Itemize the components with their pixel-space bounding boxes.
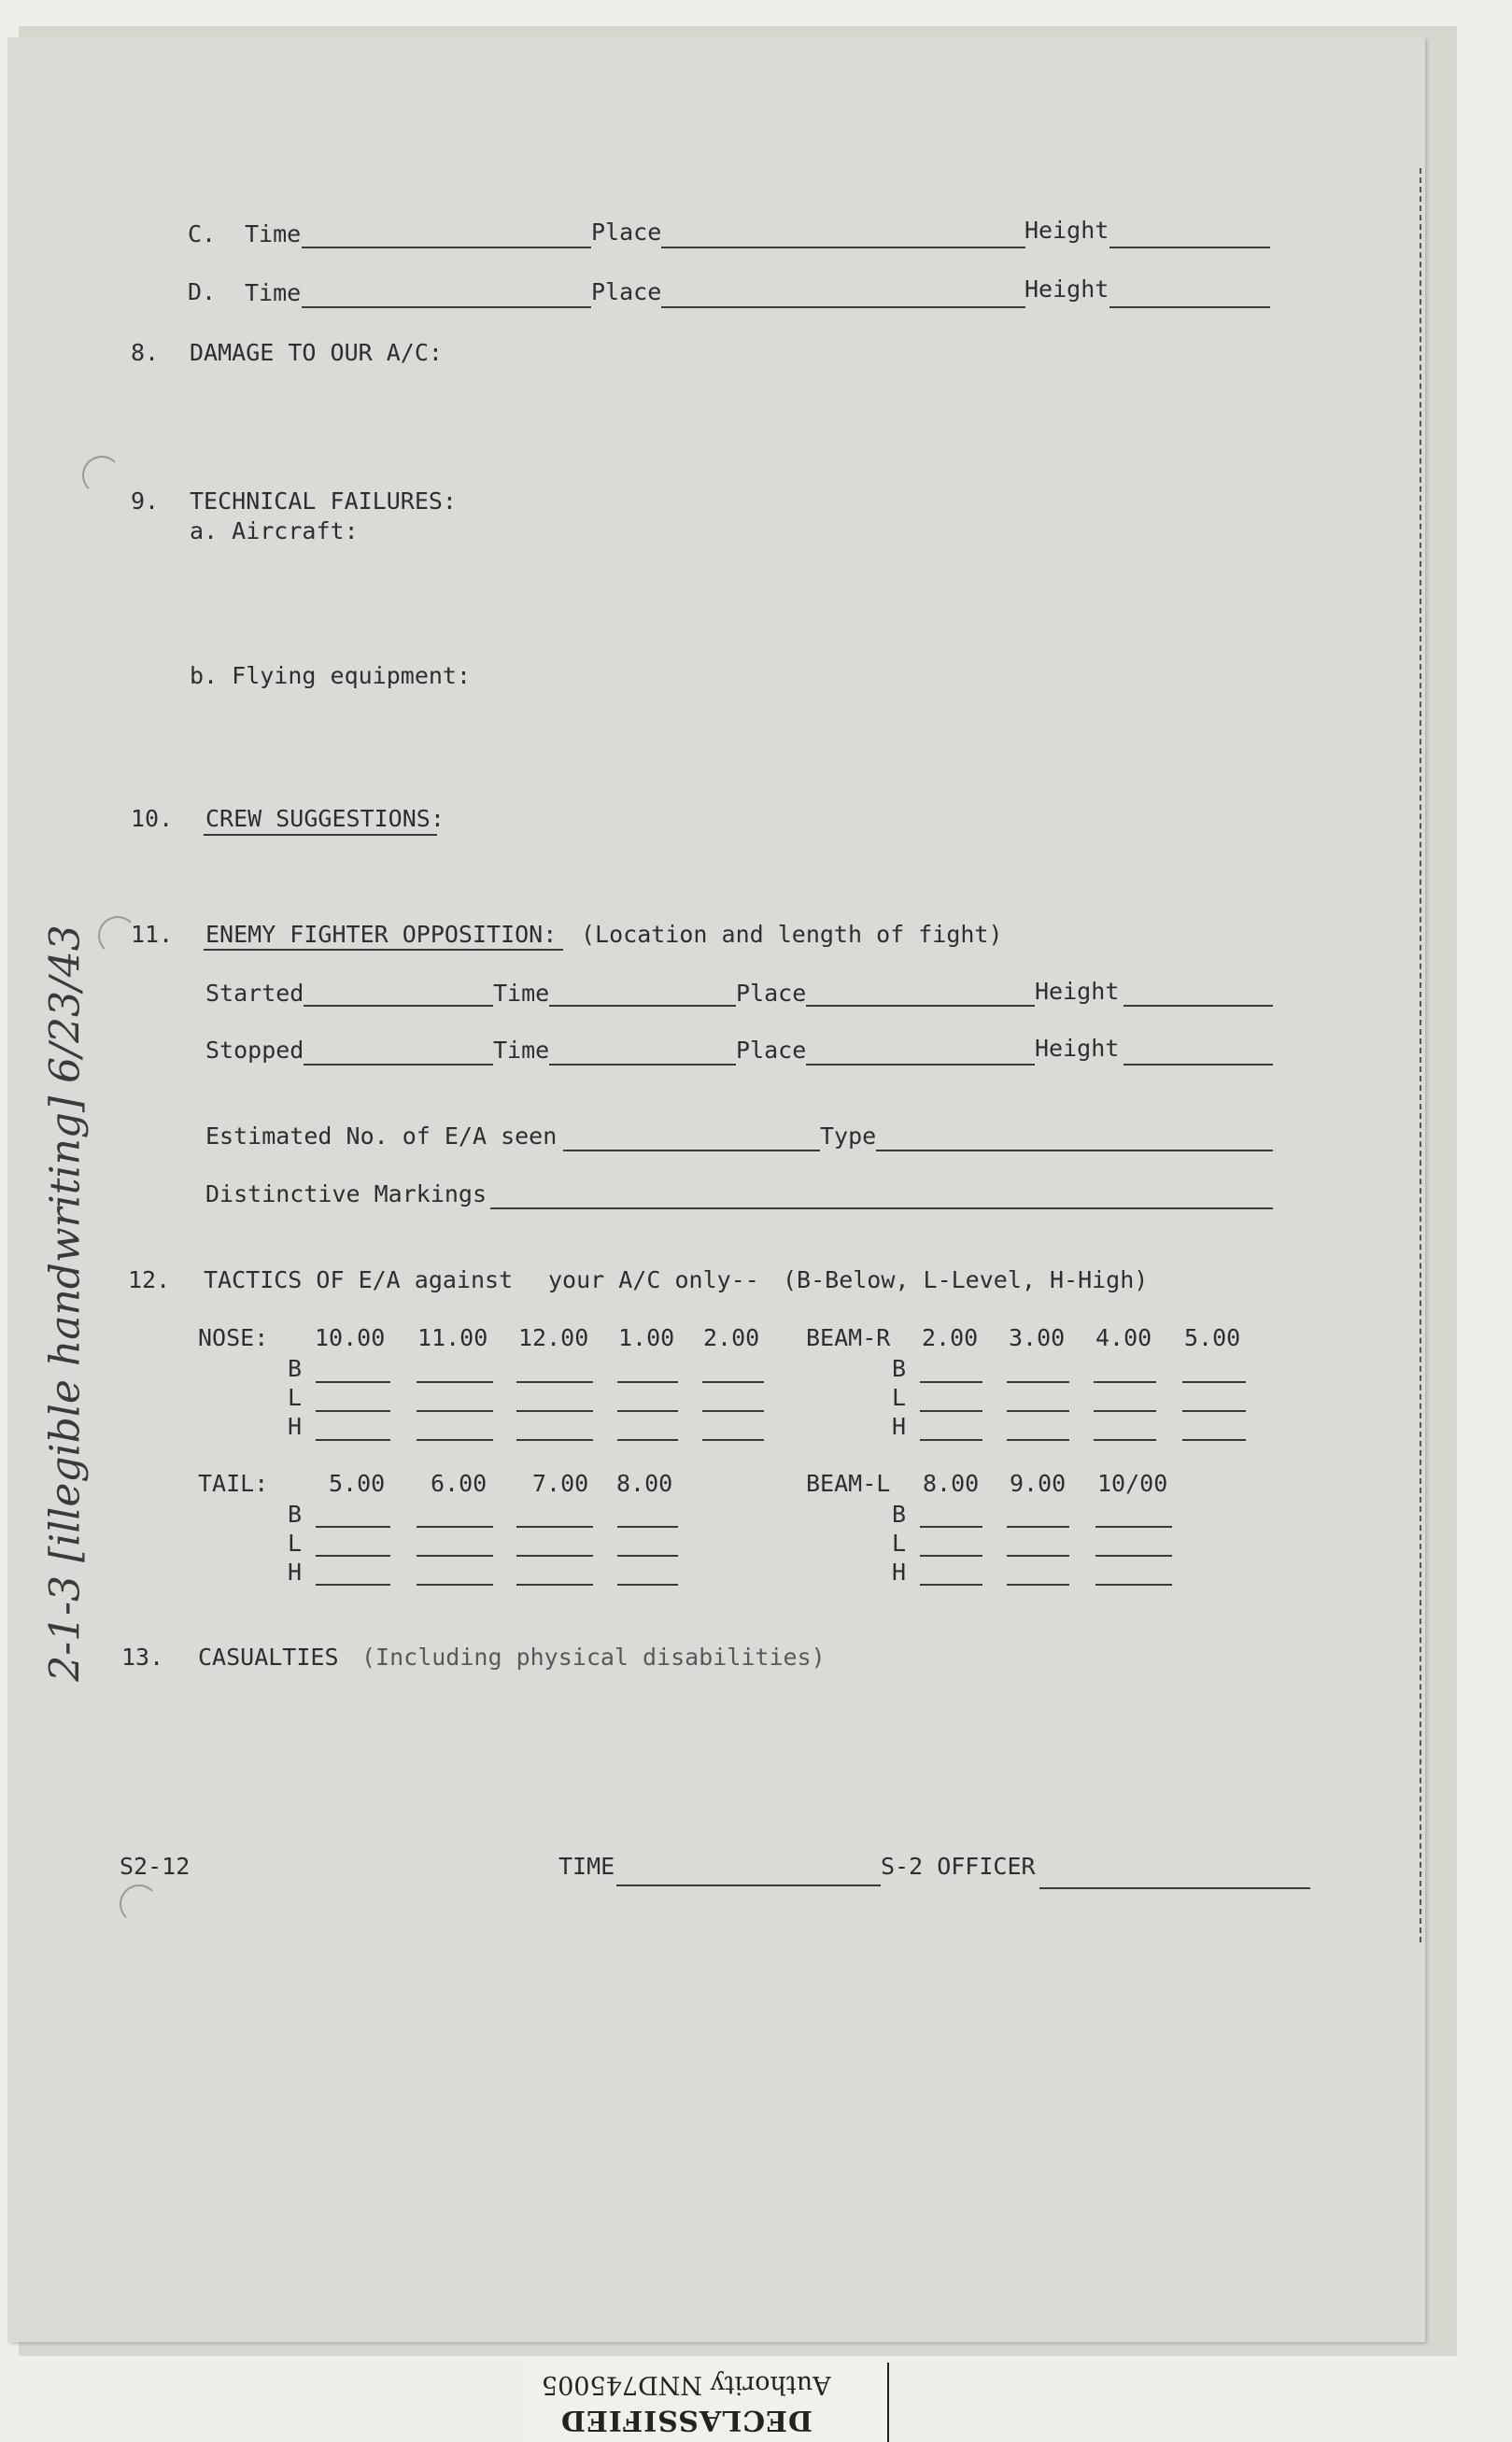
tail-b-5[interactable]	[316, 1526, 390, 1528]
beam-l-b-9[interactable]	[1007, 1526, 1069, 1528]
tail-l-8[interactable]	[617, 1555, 678, 1557]
tail-hour-7: 7.00	[532, 1470, 589, 1497]
row-d-time-label: Time	[245, 279, 302, 306]
stopped-height-field[interactable]	[1123, 1064, 1273, 1066]
row-c-place-label: Place	[591, 219, 662, 246]
beam-l-h-9[interactable]	[1007, 1584, 1069, 1586]
item-11-note: (Location and length of fight)	[581, 921, 1003, 948]
stopped-place-label: Place	[736, 1037, 807, 1064]
tail-b-6[interactable]	[417, 1526, 493, 1528]
nose-l-11[interactable]	[417, 1410, 493, 1412]
started-height-label: Height	[1035, 978, 1120, 1005]
tail-hour-8: 8.00	[616, 1470, 673, 1497]
nose-hour-2: 2.00	[703, 1324, 760, 1351]
stopped-height-label: Height	[1035, 1035, 1120, 1062]
beam-r-l-4[interactable]	[1094, 1410, 1156, 1412]
nose-b-2[interactable]	[702, 1381, 764, 1383]
row-c-height-label: Height	[1024, 217, 1109, 244]
nose-b-12[interactable]	[516, 1381, 593, 1383]
nose-row-h: H	[288, 1413, 303, 1440]
row-c-time-label: Time	[245, 220, 302, 247]
beam-r-b-5[interactable]	[1182, 1381, 1246, 1383]
tail-l-6[interactable]	[417, 1555, 493, 1557]
tail-b-7[interactable]	[516, 1526, 593, 1528]
item-12-number: 12.	[128, 1266, 171, 1293]
item-11-number: 11.	[131, 921, 174, 948]
nose-b-11[interactable]	[417, 1381, 493, 1383]
nose-l-1[interactable]	[617, 1410, 678, 1412]
started-place-field[interactable]	[806, 1005, 1035, 1007]
item-12-legend: (B-Below, L-Level, H-High)	[783, 1266, 1149, 1293]
beam-l-l-9[interactable]	[1007, 1555, 1069, 1557]
item-9-number: 9.	[131, 487, 160, 515]
row-d-height-label: Height	[1024, 275, 1109, 303]
beam-l-hour-10: 10/00	[1097, 1470, 1168, 1497]
markings-label: Distinctive Markings	[205, 1180, 488, 1207]
tail-h-7[interactable]	[516, 1584, 593, 1586]
stamp-authority: Authority NND745005	[542, 2370, 831, 2399]
nose-l-10[interactable]	[316, 1410, 390, 1412]
tail-row-b: B	[288, 1501, 303, 1528]
beam-l-row-b: B	[892, 1501, 907, 1528]
page-edge-line	[1420, 168, 1421, 1942]
beam-l-b-10[interactable]	[1095, 1526, 1172, 1528]
tail-l-5[interactable]	[316, 1555, 390, 1557]
row-d-place-field[interactable]	[661, 306, 1025, 308]
started-field[interactable]	[304, 1005, 493, 1007]
row-d-place-label: Place	[591, 278, 662, 305]
nose-h-2[interactable]	[702, 1439, 764, 1441]
item-13-label: CASUALTIES	[198, 1644, 339, 1671]
stopped-place-field[interactable]	[806, 1064, 1035, 1066]
handwritten-margin-note: 2-1-3 [illegible handwriting] 6/23/43	[41, 925, 90, 1682]
item-10-label: CREW SUGGESTIONS:	[205, 805, 445, 832]
beam-l-row-l: L	[892, 1530, 907, 1557]
started-place-label: Place	[736, 980, 807, 1007]
stopped-time-field[interactable]	[549, 1064, 736, 1066]
row-c-height-field[interactable]	[1109, 247, 1270, 248]
tail-row-l: L	[288, 1530, 303, 1557]
nose-l-12[interactable]	[516, 1410, 593, 1412]
nose-b-10[interactable]	[316, 1381, 390, 1383]
row-c-time-field[interactable]	[302, 247, 591, 248]
item-9-label: TECHNICAL FAILURES:	[190, 487, 457, 515]
started-label: Started	[205, 980, 304, 1007]
beam-l-b-8[interactable]	[920, 1526, 982, 1528]
started-time-field[interactable]	[549, 1005, 736, 1007]
tail-l-7[interactable]	[516, 1555, 593, 1557]
footer-time-label: TIME	[558, 1853, 615, 1880]
beam-l-l-8[interactable]	[920, 1555, 982, 1557]
item-10-number: 10.	[131, 805, 174, 832]
declassified-stamp	[523, 2363, 889, 2442]
beam-l-hour-8: 8.00	[923, 1470, 980, 1497]
beam-r-h-3[interactable]	[1007, 1439, 1069, 1441]
tail-hour-5: 5.00	[329, 1470, 386, 1497]
binder-hole-mark	[120, 1884, 159, 1924]
type-field[interactable]	[876, 1150, 1273, 1151]
tail-h-8[interactable]	[617, 1584, 678, 1586]
nose-h-1[interactable]	[617, 1439, 678, 1441]
estimated-field[interactable]	[563, 1150, 820, 1151]
item-8-label: DAMAGE TO OUR A/C:	[190, 339, 443, 366]
beam-r-row-b: B	[892, 1355, 907, 1382]
nose-h-12[interactable]	[516, 1439, 593, 1441]
tail-b-8[interactable]	[617, 1526, 678, 1528]
item-9b-label: b. Flying equipment:	[190, 662, 472, 689]
beam-l-label: BEAM-L	[806, 1470, 891, 1497]
beam-r-label: BEAM-R	[806, 1324, 891, 1351]
item-13-note: (Including physical disabilities)	[361, 1644, 826, 1671]
form-number: S2-12	[120, 1853, 191, 1880]
binder-hole-mark	[82, 456, 121, 495]
nose-row-l: L	[288, 1384, 303, 1411]
tail-label: TAIL:	[198, 1470, 269, 1497]
stopped-field[interactable]	[304, 1064, 493, 1066]
beam-l-h-10[interactable]	[1095, 1584, 1172, 1586]
nose-l-2[interactable]	[702, 1410, 764, 1412]
beam-r-b-2[interactable]	[920, 1381, 982, 1383]
estimated-label: Estimated No. of E/A seen	[205, 1122, 558, 1150]
tail-h-5[interactable]	[316, 1584, 390, 1586]
type-label: Type	[820, 1122, 877, 1150]
row-c-label: C.	[188, 220, 217, 247]
beam-r-row-h: H	[892, 1413, 907, 1440]
markings-field[interactable]	[490, 1207, 1273, 1209]
tail-row-h: H	[288, 1559, 303, 1586]
beam-r-hour-3: 3.00	[1009, 1324, 1066, 1351]
item-11-label: ENEMY FIGHTER OPPOSITION:	[205, 921, 558, 948]
item-9a-label: a. Aircraft:	[190, 517, 359, 544]
tail-h-6[interactable]	[417, 1584, 493, 1586]
nose-hour-1: 1.00	[618, 1324, 675, 1351]
footer-officer-field[interactable]	[1039, 1887, 1310, 1889]
beam-r-h-2[interactable]	[920, 1439, 982, 1441]
beam-r-h-4[interactable]	[1094, 1439, 1156, 1441]
beam-r-row-l: L	[892, 1384, 907, 1411]
nose-b-1[interactable]	[617, 1381, 678, 1383]
nose-h-10[interactable]	[316, 1439, 390, 1441]
beam-l-row-h: H	[892, 1559, 907, 1586]
beam-l-h-8[interactable]	[920, 1584, 982, 1586]
beam-r-l-5[interactable]	[1182, 1410, 1246, 1412]
beam-r-b-4[interactable]	[1094, 1381, 1156, 1383]
item-8-number: 8.	[131, 339, 160, 366]
beam-r-l-2[interactable]	[920, 1410, 982, 1412]
started-height-field[interactable]	[1123, 1005, 1273, 1007]
nose-label: NOSE:	[198, 1324, 269, 1351]
footer-time-field[interactable]	[616, 1884, 881, 1886]
nose-row-b: B	[288, 1355, 303, 1382]
item-12-your-ac: your A/C only--	[548, 1266, 759, 1293]
nose-h-11[interactable]	[417, 1439, 493, 1441]
beam-l-l-10[interactable]	[1095, 1555, 1172, 1557]
beam-r-hour-5: 5.00	[1184, 1324, 1241, 1351]
beam-r-h-5[interactable]	[1182, 1439, 1246, 1441]
binder-hole-mark	[98, 916, 137, 955]
started-time-label: Time	[493, 980, 550, 1007]
beam-r-hour-2: 2.00	[922, 1324, 979, 1351]
nose-hour-11: 11.00	[417, 1324, 488, 1351]
beam-r-l-3[interactable]	[1007, 1410, 1069, 1412]
stopped-time-label: Time	[493, 1037, 550, 1064]
item-13-number: 13.	[121, 1644, 164, 1671]
row-d-time-field[interactable]	[302, 306, 591, 308]
row-c-place-field[interactable]	[661, 247, 1025, 248]
beam-r-hour-4: 4.00	[1095, 1324, 1152, 1351]
footer-officer-label: S-2 OFFICER	[881, 1853, 1036, 1880]
beam-l-hour-9: 9.00	[1010, 1470, 1067, 1497]
row-d-height-field[interactable]	[1109, 306, 1270, 308]
tail-hour-6: 6.00	[431, 1470, 488, 1497]
item-10-underline	[204, 834, 437, 836]
row-d-label: D.	[188, 278, 217, 305]
stopped-label: Stopped	[205, 1037, 304, 1064]
beam-r-b-3[interactable]	[1007, 1381, 1069, 1383]
nose-hour-10: 10.00	[315, 1324, 386, 1351]
item-12-label: TACTICS OF E/A against	[204, 1266, 514, 1293]
nose-hour-12: 12.00	[518, 1324, 589, 1351]
item-11-underline	[204, 949, 563, 951]
stamp-title: DECLASSIFIED	[560, 2404, 813, 2436]
